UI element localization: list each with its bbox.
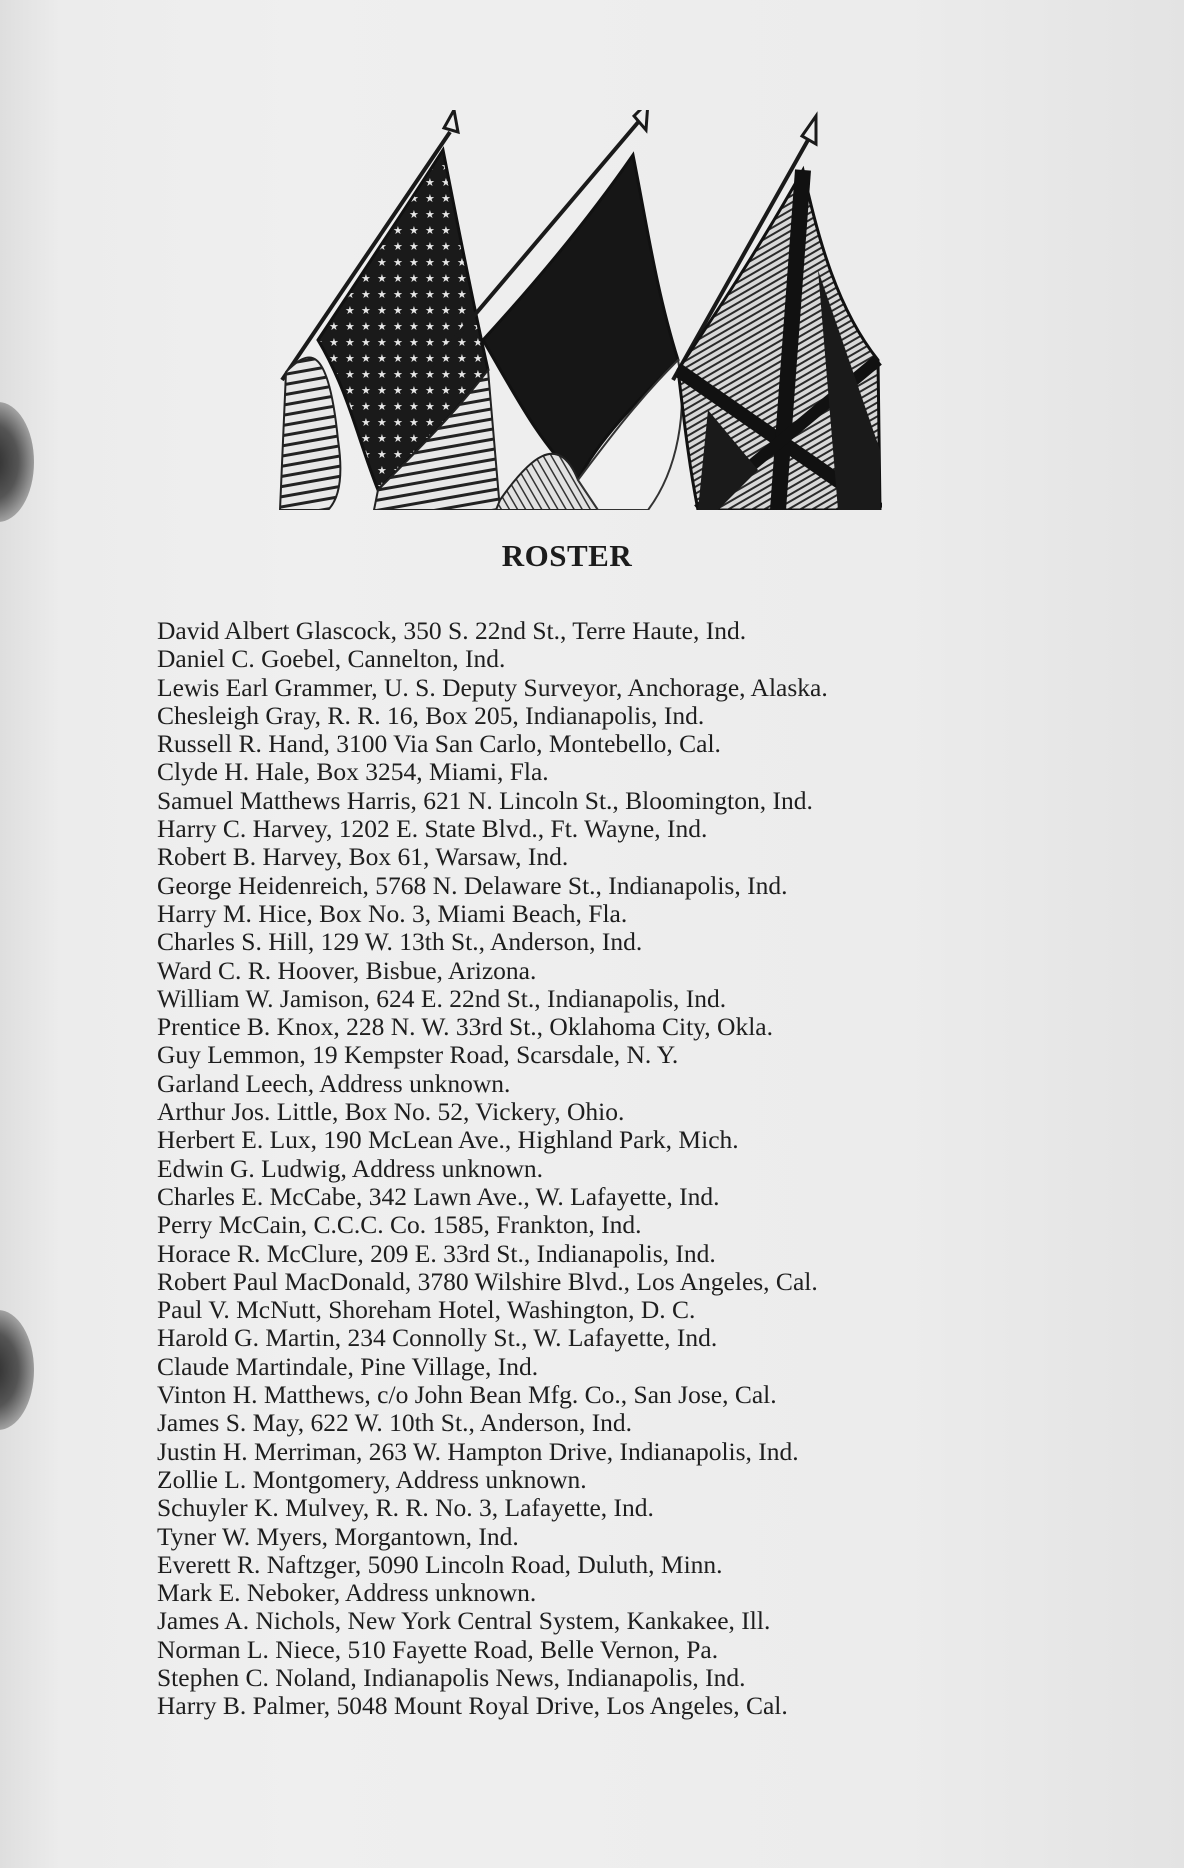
list-item: James A. Nichols, New York Central System, Kankakee, Ill. — [157, 1606, 771, 1636]
list-item: Justin H. Merriman, 263 W. Hampton Drive, Indianapolis, Ind. — [157, 1436, 799, 1466]
list-item: Arthur Jos. Little, Box No. 52, Vickery, Ohio. — [157, 1097, 625, 1127]
roster-list — [157, 617, 1037, 1721]
list-item: David Albert Glascock, 350 S. 22nd St., Terre Haute, Ind. — [157, 616, 747, 645]
list-item: Harry M. Hice, Box No. 3, Miami Beach, Fla. — [157, 898, 628, 928]
list-item: Everett R. Naftzger, 5090 Lincoln Road, Duluth, Minn. — [157, 1549, 723, 1579]
us-flag-icon — [280, 110, 500, 510]
list-item: Mark E. Neboker, Address unknown. — [157, 1578, 537, 1608]
list-item: Claude Martindale, Pine Village, Ind. — [157, 1351, 539, 1381]
list-item: Ward C. R. Hoover, Bisbue, Arizona. — [157, 955, 537, 985]
list-item: Horace R. McClure, 209 E. 33rd St., Indianapolis, Ind. — [157, 1238, 716, 1268]
list-item: Vinton H. Matthews, c/o John Bean Mfg. Co., San Jose, Cal. — [157, 1380, 777, 1410]
list-item: Russell R. Hand, 3100 Via San Carlo, Montebello, Cal. — [157, 729, 721, 759]
binding-hole-bottom — [0, 1310, 34, 1430]
list-item: Perry McCain, C.C.C. Co. 1585, Frankton, Ind. — [157, 1210, 642, 1240]
binding-hole-top — [0, 402, 34, 522]
list-item: Paul V. McNutt, Shoreham Hotel, Washington, D. C. — [157, 1295, 696, 1325]
list-item: Norman L. Niece, 510 Fayette Road, Belle Vernon, Pa. — [157, 1634, 719, 1664]
flags-illustration — [278, 110, 882, 510]
page-title: ROSTER — [501, 538, 633, 573]
list-item: Harold G. Martin, 234 Connolly St., W. Lafayette, Ind. — [157, 1323, 718, 1353]
list-item: Guy Lemmon, 19 Kempster Road, Scarsdale, N. Y. — [157, 1040, 679, 1070]
list-item: Clyde H. Hale, Box 3254, Miami, Fla. — [157, 757, 549, 787]
list-item: Zollie L. Montgomery, Address unknown. — [157, 1464, 587, 1494]
list-item: James S. May, 622 W. 10th St., Anderson, Ind. — [157, 1408, 633, 1438]
list-item: Lewis Earl Grammer, U. S. Deputy Surveyor, Anchorage, Alaska. — [157, 672, 828, 702]
list-item: George Heidenreich, 5768 N. Delaware St., Indianapolis, Ind. — [157, 870, 788, 900]
list-item: Stephen C. Noland, Indianapolis News, Indianapolis, Ind. — [157, 1662, 746, 1692]
list-item: William W. Jamison, 624 E. 22nd St., Indianapolis, Ind. — [157, 983, 727, 1013]
list-item: Chesleigh Gray, R. R. 16, Box 205, Indianapolis, Ind. — [157, 700, 705, 730]
list-item: Harry B. Palmer, 5048 Mount Royal Drive, Los Angeles, Cal. — [157, 1691, 788, 1721]
list-item: Prentice B. Knox, 228 N. W. 33rd St., Oklahoma City, Okla. — [157, 1012, 773, 1042]
list-item: Samuel Matthews Harris, 621 N. Lincoln St., Bloomington, Ind. — [157, 785, 813, 815]
list-item: Herbert E. Lux, 190 McLean Ave., Highland Park, Mich. — [157, 1125, 739, 1155]
list-item: Edwin G. Ludwig, Address unknown. — [157, 1153, 544, 1183]
list-item: Charles S. Hill, 129 W. 13th St., Anderson, Ind. — [157, 927, 643, 957]
list-item: Schuyler K. Mulvey, R. R. No. 3, Lafayette, Ind. — [157, 1493, 654, 1523]
list-item: Tyner W. Myers, Morgantown, Ind. — [157, 1521, 519, 1551]
list-item: Garland Leech, Address unknown. — [157, 1068, 511, 1098]
list-item: Harry C. Harvey, 1202 E. State Blvd., Ft. Wayne, Ind. — [157, 814, 708, 844]
list-item: Charles E. McCabe, 342 Lawn Ave., W. Lafayette, Ind. — [157, 1181, 720, 1211]
union-flag-icon — [673, 116, 880, 510]
list-item: Daniel C. Goebel, Cannelton, Ind. — [157, 644, 506, 674]
list-item: Robert Paul MacDonald, 3780 Wilshire Blvd., Los Angeles, Cal. — [157, 1266, 818, 1296]
list-item: Robert B. Harvey, Box 61, Warsaw, Ind. — [157, 842, 569, 872]
